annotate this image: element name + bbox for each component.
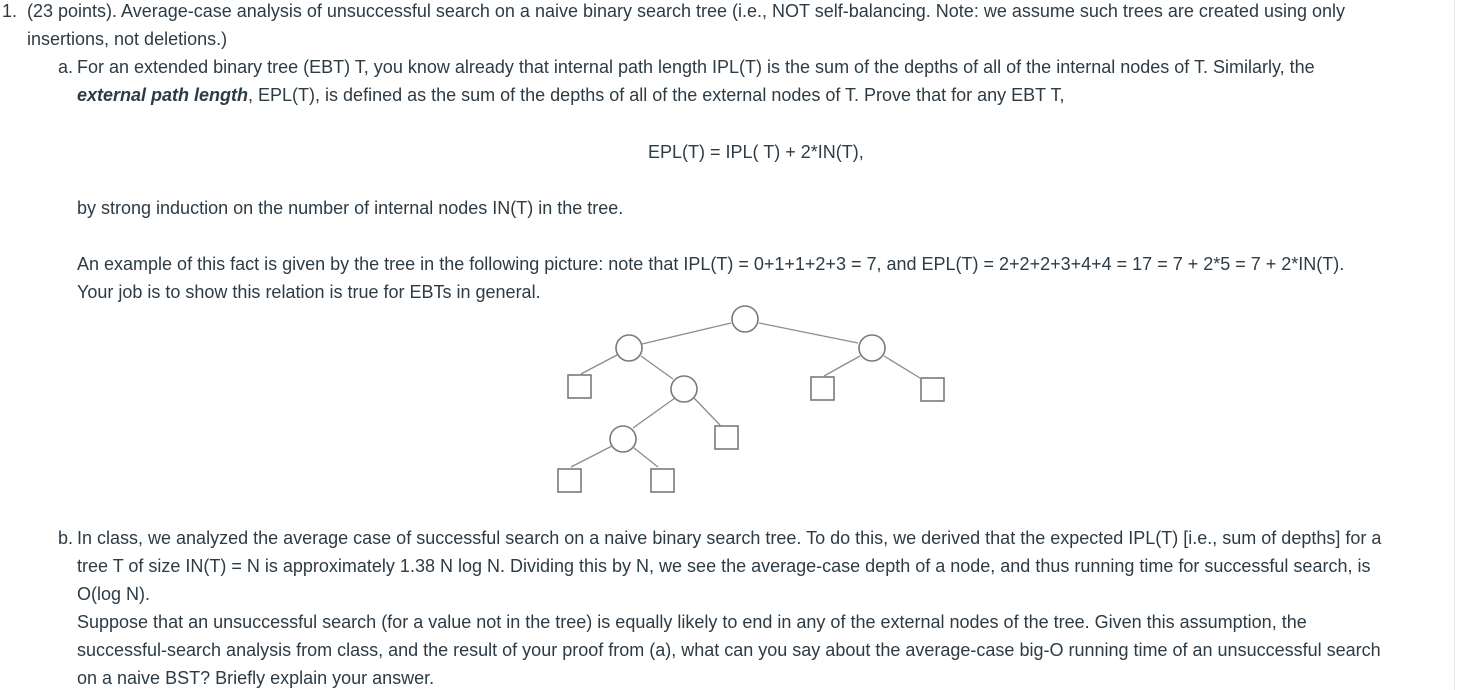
question-heading-line-1: (23 points). Average-case analysis of unsuccessful search on a naive binary search tree (i.e., NOT self-balancing. Note: we assume such trees are created using only — [27, 1, 1346, 21]
internal-node-circle — [671, 376, 697, 402]
part-b-label: b. — [58, 528, 74, 548]
external-node-square — [811, 377, 834, 400]
part-b-text-line-4: Suppose that an unsuccessful search (for a value not in the tree) is equally likely to end in any of the external nodes of the tree. Given this assumption, the — [77, 612, 1307, 632]
part-a-text-line-2-rest: , EPL(T), is defined as the sum of the depths of all of the external nodes of T. Prove that for any EBT T, — [248, 85, 1065, 105]
induction-instruction: by strong induction on the number of internal nodes IN(T) in the tree. — [77, 198, 624, 218]
tree-edge — [641, 356, 673, 379]
part-a-label: a. — [58, 57, 74, 77]
tree-edge — [759, 323, 858, 343]
part-b-text-line-2: tree T of size IN(T) = N is approximately 1.38 N log N. Dividing this by N, we see the average-case depth of a node, and thus running time for successful search, is — [77, 556, 1371, 576]
external-node-square — [921, 378, 944, 401]
internal-node-circle — [732, 306, 758, 332]
external-path-length-term: external path length — [77, 85, 249, 105]
tree-edge — [571, 446, 612, 467]
example-text-line-1: An example of this fact is given by the tree in the following picture: note that IPL(T) = 0+1+1+2+3 = 7, and EPL(T) = 2+2+2+3+4+4 = 17 = 7 + 2*5 = 7 + 2*IN(T). — [77, 254, 1345, 274]
epl-formula: EPL(T) = IPL( T) + 2*IN(T), — [648, 142, 864, 162]
tree-edge — [694, 398, 720, 425]
part-b-text-line-5: successful-search analysis from class, and the result of your proof from (a), what can you say about the average-case big-O running time of an unsuccessful search — [77, 640, 1381, 660]
internal-nodes — [610, 306, 885, 452]
example-text-line-2: Your job is to show this relation is true for EBTs in general. — [77, 282, 541, 302]
tree-edge — [642, 323, 731, 344]
tree-edge — [884, 356, 920, 378]
tree-edge — [581, 355, 617, 374]
internal-node-circle — [859, 335, 885, 361]
internal-node-circle — [616, 335, 642, 361]
part-b-text-line-6: on a naive BST? Briefly explain your answer. — [77, 668, 435, 688]
part-b-text-line-3: O(log N). — [77, 584, 151, 604]
external-node-square — [568, 375, 591, 398]
tree-edge — [634, 448, 658, 467]
external-node-square — [558, 469, 581, 492]
internal-node-circle — [610, 426, 636, 452]
external-node-square — [651, 469, 674, 492]
part-b-text-line-1: In class, we analyzed the average case of successful search on a naive binary search tree. To do this, we derived that the expected IPL(T) [i.e., sum of depths] for a — [77, 528, 1382, 548]
question-heading-line-2: insertions, not deletions.) — [27, 29, 228, 49]
external-node-square — [715, 426, 738, 449]
tree-edge — [633, 398, 675, 428]
part-a-text-line-1: For an extended binary tree (EBT) T, you know already that internal path length IPL(T) is the sum of the depths of all of the internal nodes of T. Similarly, the — [77, 57, 1315, 77]
tree-edge — [824, 356, 860, 376]
question-number: 1. — [2, 1, 18, 21]
